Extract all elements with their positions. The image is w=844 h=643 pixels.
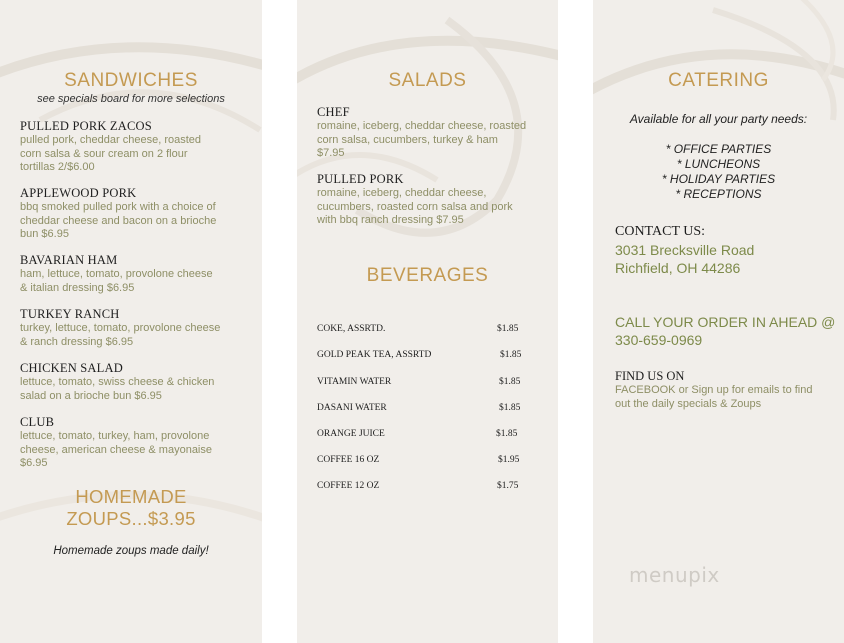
specials-note: see specials board for more selections xyxy=(37,93,225,105)
sandwiches-title: SANDWICHES xyxy=(64,70,198,91)
item-name: CLUB xyxy=(20,415,55,429)
address-line2: Richfield, OH 44286 xyxy=(615,260,741,276)
item-name: APPLEWOOD PORK xyxy=(20,186,137,200)
address-line1: 3031 Brecksville Road xyxy=(615,242,755,258)
item-desc-line: lettuce, tomato, swiss cheese & chicken xyxy=(20,376,215,388)
salads-beverages-panel xyxy=(297,0,558,643)
beverage-price: $1.85 xyxy=(497,324,519,334)
beverage-price: $1.95 xyxy=(498,455,520,465)
item-desc-line: romaine, iceberg, cheddar cheese, xyxy=(317,187,487,199)
contact-heading: CONTACT US: xyxy=(615,224,706,239)
beverage-price: $1.85 xyxy=(499,377,521,387)
item-desc-line: cheddar cheese and bacon on a brioche xyxy=(20,214,217,227)
zoups-line2: ZOUPS...$3.95 xyxy=(66,508,196,529)
catering-list-item: * LUNCHEONS xyxy=(676,157,761,171)
item-desc-line: bbq smoked pulled pork with a choice of xyxy=(20,201,216,213)
item-name: CHEF xyxy=(317,105,350,119)
menu-item xyxy=(20,307,245,349)
item-desc-line: corn salsa & sour cream on 2 flour xyxy=(20,147,188,160)
item-desc-line: pulled pork, cheddar cheese, roasted xyxy=(20,134,202,146)
beverages-title: BEVERAGES xyxy=(366,265,489,286)
item-desc-line: & ranch dressing $6.95 xyxy=(20,335,134,348)
catering-title: CATERING xyxy=(668,70,769,91)
item-desc-line: tortillas 2/$6.00 xyxy=(20,161,95,173)
item-name: CHICKEN SALAD xyxy=(20,361,123,375)
item-name: TURKEY RANCH xyxy=(20,307,120,321)
item-desc-line: romaine, iceberg, cheddar cheese, roasted xyxy=(317,120,527,132)
beverage-price: $1.85 xyxy=(496,429,518,439)
menu-item xyxy=(20,361,245,403)
item-name: BAVARIAN HAM xyxy=(20,253,118,267)
item-name: PULLED PORK xyxy=(317,172,404,186)
menu-item xyxy=(20,119,245,175)
menupix-watermark: menupix xyxy=(629,563,720,587)
sandwiches-panel xyxy=(0,0,262,643)
item-desc-line: turkey, lettuce, tomato, provolone cheese xyxy=(20,322,221,334)
zoups-line1: HOMEMADE xyxy=(75,486,187,507)
phone-number[interactable]: 330-659-0969 xyxy=(615,332,703,348)
beverage-name: COFFEE 12 OZ xyxy=(317,481,380,491)
item-desc-line: with bbq ranch dressing $7.95 xyxy=(317,214,464,226)
menu-item xyxy=(20,253,245,295)
catering-panel xyxy=(593,0,844,643)
beverage-name: ORANGE JUICE xyxy=(317,429,385,439)
beverage-price: $1.85 xyxy=(500,350,522,360)
menu-item xyxy=(20,415,245,471)
salads-title: SALADS xyxy=(388,70,467,91)
item-desc-line: $7.95 xyxy=(317,147,345,159)
item-desc-line: bun $6.95 xyxy=(20,228,69,240)
beverage-name: COKE, ASSRTD. xyxy=(317,324,386,334)
zoups-note: Homemade zoups made daily! xyxy=(53,545,209,557)
item-desc-line: corn salsa, cucumbers, turkey & ham xyxy=(317,133,498,146)
item-desc-line: $6.95 xyxy=(20,457,48,469)
beverage-price: $1.85 xyxy=(499,403,521,413)
beverage-name: GOLD PEAK TEA, ASSRTD xyxy=(317,350,432,360)
find-us-line1: FACEBOOK or Sign up for emails to find xyxy=(615,384,813,396)
beverage-name: COFFEE 16 OZ xyxy=(317,455,380,465)
zoups-heading xyxy=(0,486,262,530)
beverage-price: $1.75 xyxy=(497,481,519,491)
menu-item xyxy=(317,105,542,161)
item-desc-line: salad on a brioche bun $6.95 xyxy=(20,389,162,402)
beverage-name: DASANI WATER xyxy=(317,403,387,413)
call-ahead-line: CALL YOUR ORDER IN AHEAD @ xyxy=(615,314,836,330)
catering-list-item: * OFFICE PARTIES xyxy=(665,142,772,156)
item-name: PULLED PORK ZACOS xyxy=(20,119,152,133)
find-us-heading: FIND US ON xyxy=(615,369,685,383)
beverage-name: VITAMIN WATER xyxy=(317,377,392,387)
swirl-decoration xyxy=(297,0,558,643)
menu-item xyxy=(20,186,245,242)
menu-item xyxy=(317,172,542,228)
item-desc-line: ham, lettuce, tomato, provolone cheese xyxy=(20,268,213,280)
item-desc-line: lettuce, tomato, turkey, ham, provolone xyxy=(20,430,210,442)
catering-list-item: * HOLIDAY PARTIES xyxy=(661,172,776,186)
item-desc-line: cheese, american cheese & mayonaise xyxy=(20,443,212,456)
catering-intro: Available for all your party needs: xyxy=(629,112,808,126)
find-us-line2: out the daily specials & Zoups xyxy=(615,398,762,410)
item-desc-line: cucumbers, roasted corn salsa and pork xyxy=(317,200,513,213)
catering-list-item: * RECEPTIONS xyxy=(675,187,762,201)
item-desc-line: & italian dressing $6.95 xyxy=(20,281,135,294)
